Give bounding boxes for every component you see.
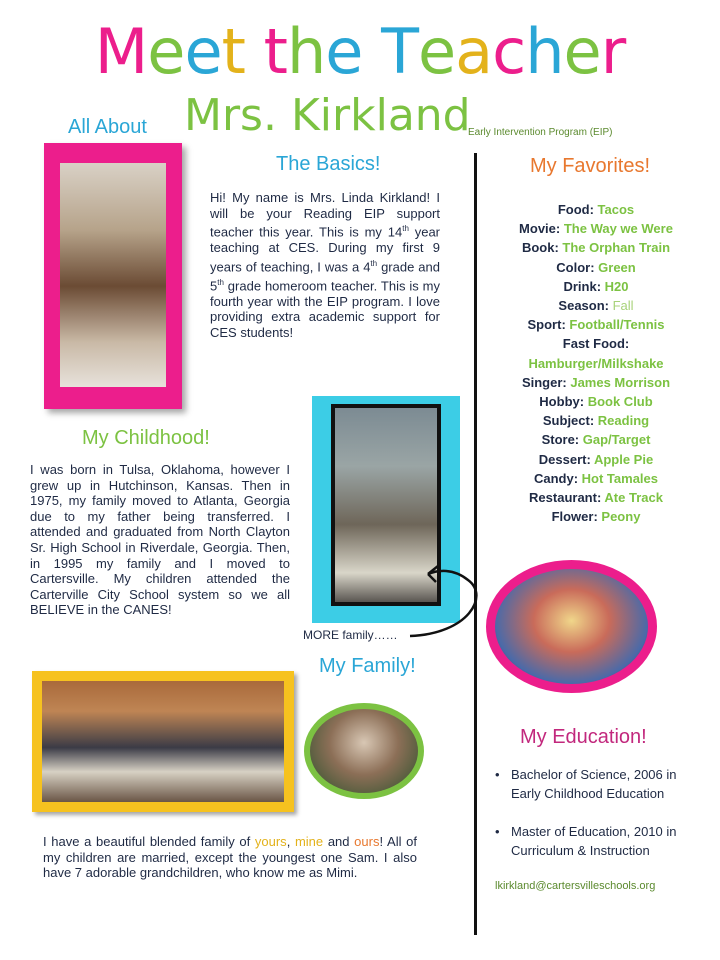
favorite-item: Drink: H20 [563, 278, 629, 294]
favorite-item: Subject: Reading [542, 413, 650, 429]
title-letter: t [221, 15, 245, 88]
childhood-text: I was born in Tulsa, Oklahoma, however I grew up in Hutchinson, Kansas. Then in 1975, my family moved to Atlanta, Georgia due to my father being transferred. I attended and graduated from North Clayton Sr. High School in Riverdale, Georgia. Then, in 1995 my family and I moved to Cartersville. My children attended the Carterville City School system so we all BELIEVE in the CANES! [30, 462, 290, 618]
title-letter: r [600, 15, 626, 88]
favorite-item: Book: The Orphan Train [521, 240, 671, 256]
title-letter: c [492, 15, 526, 88]
family-photo-frame [32, 671, 294, 812]
favorite-item: Fast Food: [562, 336, 630, 352]
favorite-item: Sport: Football/Tennis [527, 317, 665, 333]
education-item: • Bachelor of Science, 2006 in Early Childhood Education [495, 765, 705, 803]
email-address[interactable]: lkirkland@cartersvilleschools.org [495, 880, 656, 892]
title-letter: h [286, 15, 326, 88]
title-letter [245, 14, 264, 90]
favorite-item: Food: Tacos [557, 202, 635, 217]
basics-heading: The Basics! [276, 153, 381, 175]
education-heading: My Education! [520, 726, 647, 748]
title-letter: e [147, 15, 185, 88]
teacher-name: Mrs. Kirkland [184, 90, 471, 141]
teacher-photo [60, 163, 166, 387]
favorite-item: Hamburger/Milkshake [528, 355, 664, 371]
favorite-item: Restaurant: Ate Track [529, 490, 663, 506]
favorites-heading: My Favorites! [530, 155, 651, 177]
classroom-photo-frame [486, 560, 657, 693]
education-item: • Master of Education, 2010 in Curriculum & Instruction [495, 822, 705, 860]
title-letter: e [184, 15, 222, 88]
title-letter: M [94, 15, 148, 88]
favorite-item: Store: Gap/Target [541, 432, 651, 448]
favorite-item: Color: Green [556, 259, 636, 275]
title-letter: t [263, 15, 287, 88]
title-letter: a [455, 15, 493, 88]
all-about-label: All About [68, 116, 147, 138]
childhood-heading: My Childhood! [82, 427, 210, 449]
title-letter: e [563, 15, 601, 88]
favorite-item: Movie: The Way we Were [519, 221, 673, 237]
classroom-photo [495, 569, 648, 684]
title-letter: e [325, 15, 363, 88]
column-divider [474, 153, 477, 935]
favorites-list [490, 200, 702, 526]
favorite-item: Singer: James Morrison [521, 374, 671, 390]
family-group-photo [310, 709, 418, 793]
more-family-label: MORE family…… [303, 628, 398, 642]
favorite-item: Candy: Hot Tamales [533, 470, 658, 486]
family-group-photo-frame [304, 703, 424, 799]
family-heading: My Family! [319, 655, 416, 677]
favorite-item: Flower: Peony [551, 509, 641, 525]
title-letter: T [381, 15, 418, 88]
teacher-photo-frame [44, 143, 182, 409]
page-title [0, 14, 720, 90]
title-letter: e [418, 15, 456, 88]
education-list [495, 765, 705, 879]
basics-text: Hi! My name is Mrs. Linda Kirkland! I will be your Reading EIP support teacher this year. This is my 14th year teaching at CES. During my first 9 years of teaching, I was a 4th grade and 5th grade homeroom teacher. This is my fourth year with the EIP program. I love providing extra academic support for CES students! [210, 190, 441, 340]
family-text: I have a beautiful blended family of yours, mine and ours! All of my children are married, except the youngest one Sam. I also have 7 adorable grandchildren, who know me as Mimi. [43, 834, 417, 881]
title-letter [362, 14, 381, 90]
favorite-item: Hobby: Book Club [539, 394, 653, 410]
family-photo [42, 681, 284, 802]
favorite-item: Dessert: Apple Pie [538, 451, 654, 467]
title-letter: h [525, 15, 564, 88]
favorite-item: Season: Fall [558, 298, 634, 314]
program-label: Early Intervention Program (EIP) [468, 127, 613, 138]
